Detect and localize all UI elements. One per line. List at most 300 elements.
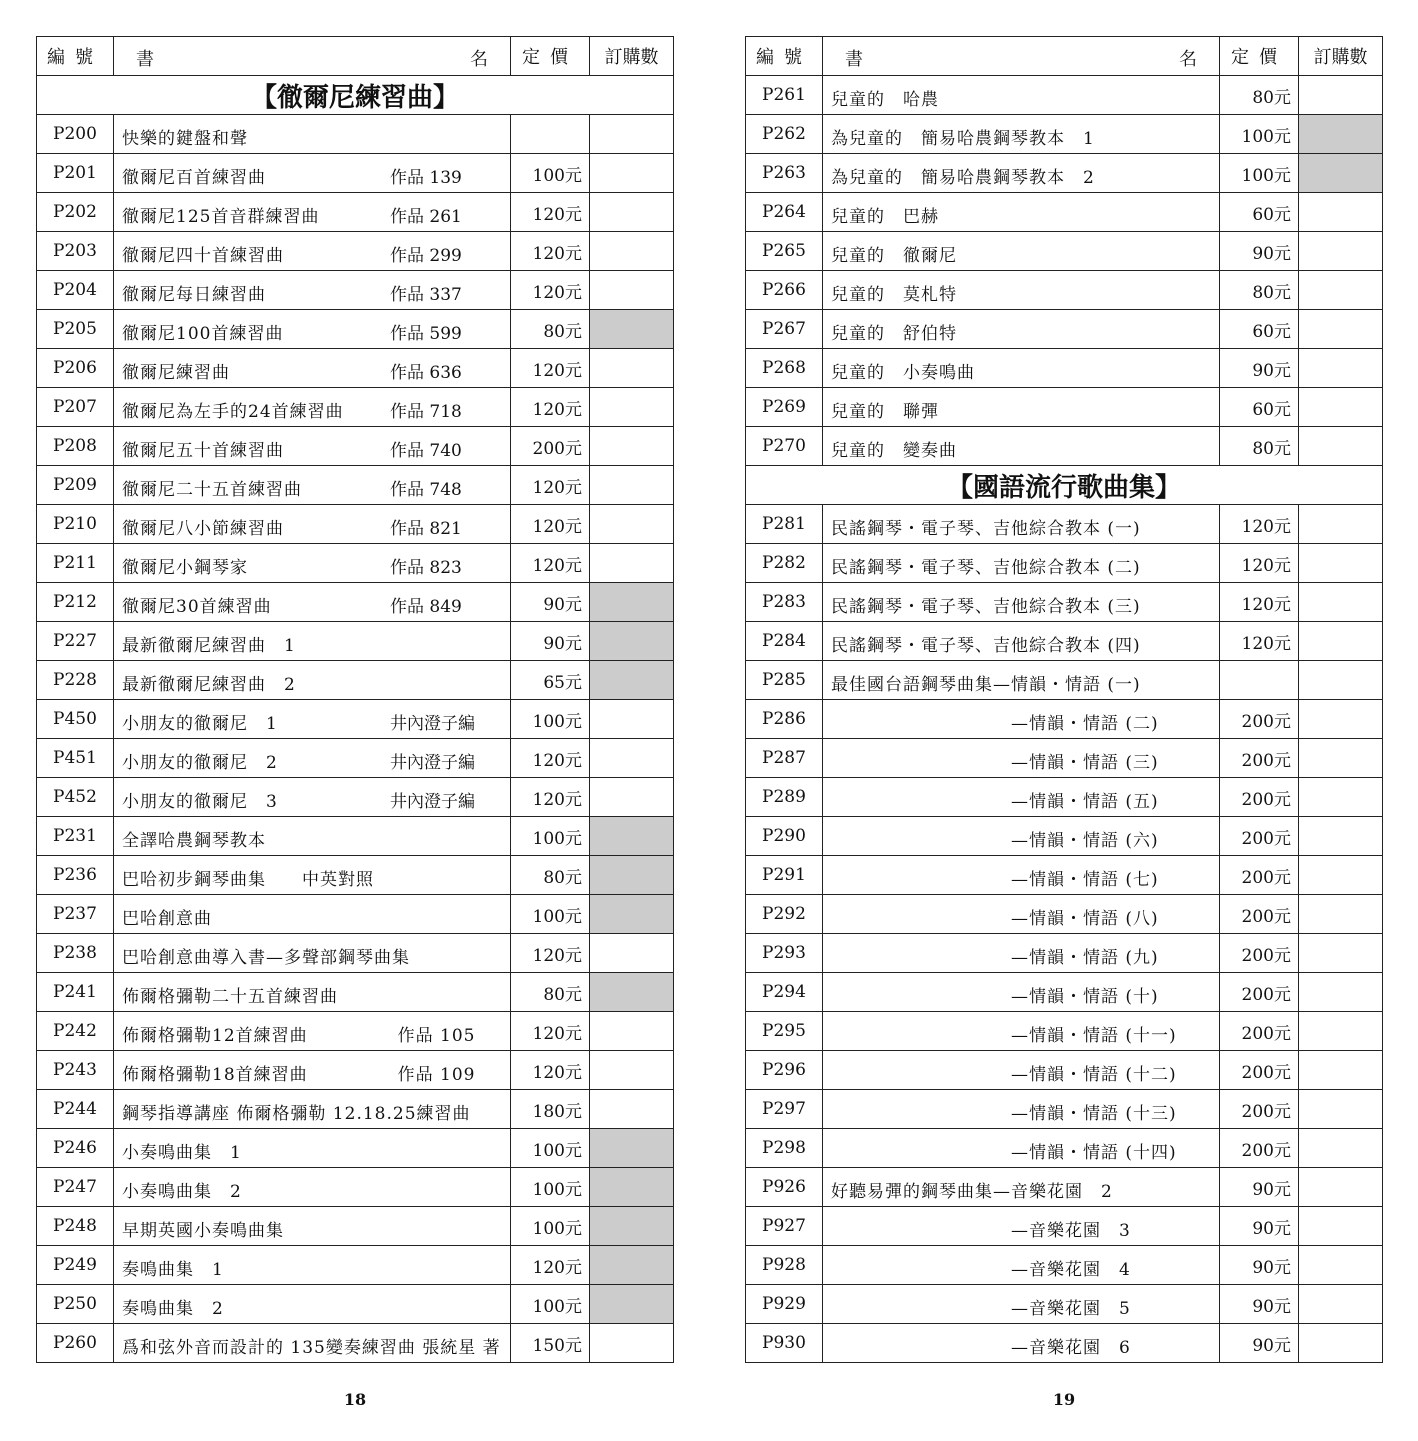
item-name-cell bbox=[823, 505, 1220, 544]
item-name-cell bbox=[114, 1246, 511, 1285]
table-row bbox=[37, 466, 674, 505]
order-qty-cell[interactable] bbox=[590, 1285, 674, 1324]
table-row bbox=[746, 1129, 1383, 1168]
item-price: 120元 bbox=[511, 349, 590, 388]
table-row bbox=[746, 1285, 1383, 1324]
item-name-cell bbox=[114, 1051, 511, 1090]
item-price: 80元 bbox=[511, 856, 590, 895]
table-header bbox=[746, 37, 1383, 76]
item-price: 120元 bbox=[511, 271, 590, 310]
item-name: 兒童的 舒伯特 bbox=[831, 324, 957, 344]
item-name-cell bbox=[823, 193, 1220, 232]
item-code: P202 bbox=[37, 193, 114, 232]
table-row bbox=[746, 1168, 1383, 1207]
table-row bbox=[37, 1129, 674, 1168]
item-code: P270 bbox=[746, 427, 823, 466]
item-name: 民謠鋼琴・電子琴、吉他綜合教本 (三) bbox=[831, 597, 1141, 617]
table-row bbox=[37, 622, 674, 661]
table-row bbox=[37, 1012, 674, 1051]
item-price: 120元 bbox=[511, 1246, 590, 1285]
item-name: 佈爾格彌勒18首練習曲 作品 109 bbox=[122, 1065, 476, 1085]
order-qty-cell[interactable] bbox=[1299, 349, 1383, 388]
order-qty-cell[interactable] bbox=[1299, 583, 1383, 622]
section-title: 【徹爾尼練習曲】 bbox=[37, 76, 674, 115]
item-name-cell bbox=[114, 622, 511, 661]
item-name-cell bbox=[114, 427, 511, 466]
item-price: 120元 bbox=[511, 232, 590, 271]
header-name bbox=[114, 37, 511, 76]
table-row bbox=[746, 1051, 1383, 1090]
item-name-cell bbox=[114, 310, 511, 349]
order-qty-cell[interactable] bbox=[590, 466, 674, 505]
item-price: 120元 bbox=[1220, 544, 1299, 583]
item-code: P268 bbox=[746, 349, 823, 388]
item-code: P242 bbox=[37, 1012, 114, 1051]
item-code: P237 bbox=[37, 895, 114, 934]
order-qty-cell[interactable] bbox=[1299, 1090, 1383, 1129]
item-code: P206 bbox=[37, 349, 114, 388]
item-code: P260 bbox=[37, 1324, 114, 1363]
item-price: 90元 bbox=[511, 583, 590, 622]
item-name: 為兒童的 簡易哈農鋼琴教本 2 bbox=[831, 168, 1095, 188]
table-row bbox=[37, 271, 674, 310]
item-name-cell bbox=[823, 583, 1220, 622]
item-code: P266 bbox=[746, 271, 823, 310]
item-name-cell bbox=[823, 115, 1220, 154]
item-code: P204 bbox=[37, 271, 114, 310]
order-qty-cell[interactable] bbox=[590, 505, 674, 544]
item-name: 最新徹爾尼練習曲 2 bbox=[122, 675, 296, 695]
order-qty-cell[interactable] bbox=[590, 388, 674, 427]
item-code: P297 bbox=[746, 1090, 823, 1129]
item-code: P298 bbox=[746, 1129, 823, 1168]
item-code: P267 bbox=[746, 310, 823, 349]
item-name: 民謠鋼琴・電子琴、吉他綜合教本 (二) bbox=[831, 558, 1141, 578]
item-code: P236 bbox=[37, 856, 114, 895]
table-row bbox=[37, 388, 674, 427]
order-qty-cell[interactable] bbox=[1299, 895, 1383, 934]
table-row bbox=[746, 76, 1383, 115]
item-name-cell bbox=[823, 1012, 1220, 1051]
item-name: —情韻・情語 (七) bbox=[1011, 870, 1159, 890]
left-price-table bbox=[36, 36, 674, 1363]
item-name-cell bbox=[114, 505, 511, 544]
order-qty-cell[interactable] bbox=[1299, 973, 1383, 1012]
item-name: 兒童的 聯彈 bbox=[831, 402, 939, 422]
table-row bbox=[746, 817, 1383, 856]
item-opus: 作品 636 bbox=[390, 363, 462, 383]
table-row bbox=[37, 427, 674, 466]
item-name-cell bbox=[114, 895, 511, 934]
order-qty-cell[interactable] bbox=[590, 193, 674, 232]
item-name-cell bbox=[823, 622, 1220, 661]
table-row bbox=[746, 232, 1383, 271]
order-qty-cell[interactable] bbox=[590, 700, 674, 739]
right-page bbox=[745, 36, 1382, 1363]
order-qty-cell[interactable] bbox=[1299, 1324, 1383, 1363]
order-qty-cell[interactable] bbox=[1299, 700, 1383, 739]
item-price: 200元 bbox=[1220, 934, 1299, 973]
page-number-left: 18 bbox=[343, 1390, 367, 1409]
item-name: —情韻・情語 (六) bbox=[1011, 831, 1159, 851]
item-price: 120元 bbox=[511, 1012, 590, 1051]
order-qty-cell[interactable] bbox=[590, 115, 674, 154]
table-row bbox=[746, 115, 1383, 154]
item-price: 120元 bbox=[511, 778, 590, 817]
table-row bbox=[746, 1012, 1383, 1051]
header-code: 編號 bbox=[746, 37, 823, 76]
order-qty-cell[interactable] bbox=[590, 856, 674, 895]
order-qty-cell[interactable] bbox=[590, 1168, 674, 1207]
table-row bbox=[37, 973, 674, 1012]
table-row bbox=[746, 427, 1383, 466]
item-name: 徹爾尼二十五首練習曲 bbox=[122, 480, 302, 500]
item-price: 120元 bbox=[511, 1051, 590, 1090]
item-price: 120元 bbox=[511, 505, 590, 544]
item-name: 為兒童的 簡易哈農鋼琴教本 1 bbox=[831, 129, 1095, 149]
item-opus: 井內澄子編 bbox=[390, 792, 475, 812]
order-qty-cell[interactable] bbox=[590, 544, 674, 583]
table-row bbox=[746, 973, 1383, 1012]
item-name: —情韻・情語 (二) bbox=[1011, 714, 1159, 734]
order-qty-cell[interactable] bbox=[590, 739, 674, 778]
order-qty-cell[interactable] bbox=[1299, 1246, 1383, 1285]
item-name-cell bbox=[114, 739, 511, 778]
item-name: 巴哈創意曲 bbox=[122, 909, 212, 929]
item-name: 民謠鋼琴・電子琴、吉他綜合教本 (一) bbox=[831, 519, 1141, 539]
item-name: 兒童的 哈農 bbox=[831, 90, 939, 110]
order-qty-cell[interactable] bbox=[1299, 661, 1383, 700]
order-qty-cell[interactable] bbox=[590, 427, 674, 466]
item-price: 90元 bbox=[1220, 1324, 1299, 1363]
item-name-cell bbox=[114, 661, 511, 700]
header-name bbox=[823, 37, 1220, 76]
table-row bbox=[37, 1324, 674, 1363]
item-code: P238 bbox=[37, 934, 114, 973]
item-name-cell bbox=[823, 895, 1220, 934]
item-price: 200元 bbox=[1220, 1129, 1299, 1168]
item-name: —情韻・情語 (十) bbox=[1011, 987, 1159, 1007]
header-name-b: 名 bbox=[1179, 49, 1197, 70]
item-price: 100元 bbox=[511, 817, 590, 856]
table-row bbox=[37, 310, 674, 349]
table-row bbox=[37, 1246, 674, 1285]
item-price: 100元 bbox=[511, 1285, 590, 1324]
table-row bbox=[746, 1207, 1383, 1246]
item-price: 200元 bbox=[1220, 700, 1299, 739]
item-name-cell bbox=[823, 1285, 1220, 1324]
item-code: P241 bbox=[37, 973, 114, 1012]
item-name: 小朋友的徹爾尼 3 bbox=[122, 792, 278, 812]
order-qty-cell[interactable] bbox=[1299, 193, 1383, 232]
item-name-cell bbox=[823, 427, 1220, 466]
order-qty-cell[interactable] bbox=[1299, 76, 1383, 115]
item-code: P209 bbox=[37, 466, 114, 505]
item-code: P289 bbox=[746, 778, 823, 817]
order-qty-cell[interactable] bbox=[1299, 739, 1383, 778]
order-qty-cell[interactable] bbox=[590, 895, 674, 934]
item-code: P930 bbox=[746, 1324, 823, 1363]
order-qty-cell[interactable] bbox=[1299, 154, 1383, 193]
table-row bbox=[37, 544, 674, 583]
item-name: 奏鳴曲集 2 bbox=[122, 1299, 224, 1319]
item-name-cell bbox=[114, 271, 511, 310]
item-code: P295 bbox=[746, 1012, 823, 1051]
header-code: 編號 bbox=[37, 37, 114, 76]
item-code: P248 bbox=[37, 1207, 114, 1246]
section-row bbox=[746, 466, 1383, 505]
item-code: P282 bbox=[746, 544, 823, 583]
table-row bbox=[37, 154, 674, 193]
table-row bbox=[746, 934, 1383, 973]
table-row bbox=[37, 583, 674, 622]
item-name-cell bbox=[114, 817, 511, 856]
item-opus: 作品 748 bbox=[390, 480, 462, 500]
item-opus: 作品 849 bbox=[390, 597, 462, 617]
order-qty-cell[interactable] bbox=[590, 934, 674, 973]
item-price: 90元 bbox=[1220, 349, 1299, 388]
item-price: 120元 bbox=[511, 466, 590, 505]
section-row bbox=[37, 76, 674, 115]
item-price: 200元 bbox=[1220, 1051, 1299, 1090]
item-name: —情韻・情語 (十二) bbox=[1011, 1065, 1177, 1085]
item-name-cell bbox=[823, 1168, 1220, 1207]
order-qty-cell[interactable] bbox=[1299, 310, 1383, 349]
order-qty-cell[interactable] bbox=[590, 583, 674, 622]
table-row bbox=[37, 895, 674, 934]
order-qty-cell[interactable] bbox=[590, 1129, 674, 1168]
item-opus: 作品 599 bbox=[390, 324, 462, 344]
item-price: 200元 bbox=[1220, 856, 1299, 895]
item-name-cell bbox=[823, 856, 1220, 895]
item-name: —情韻・情語 (九) bbox=[1011, 948, 1159, 968]
item-code: P926 bbox=[746, 1168, 823, 1207]
item-price: 200元 bbox=[1220, 817, 1299, 856]
table-row bbox=[37, 1285, 674, 1324]
item-price: 120元 bbox=[1220, 505, 1299, 544]
item-price: 100元 bbox=[1220, 115, 1299, 154]
order-qty-cell[interactable] bbox=[1299, 1051, 1383, 1090]
item-code: P201 bbox=[37, 154, 114, 193]
order-qty-cell[interactable] bbox=[590, 1090, 674, 1129]
table-header bbox=[37, 37, 674, 76]
item-name: 最新徹爾尼練習曲 1 bbox=[122, 636, 296, 656]
item-name-cell bbox=[823, 934, 1220, 973]
item-code: P263 bbox=[746, 154, 823, 193]
item-name-cell bbox=[823, 661, 1220, 700]
table-row bbox=[746, 583, 1383, 622]
item-code: P292 bbox=[746, 895, 823, 934]
item-name: 小朋友的徹爾尼 1 bbox=[122, 714, 278, 734]
item-name-cell bbox=[823, 778, 1220, 817]
order-qty-cell[interactable] bbox=[1299, 1129, 1383, 1168]
item-name-cell bbox=[114, 466, 511, 505]
item-price: 80元 bbox=[1220, 76, 1299, 115]
item-opus: 作品 299 bbox=[390, 246, 462, 266]
item-name: —音樂花園 3 bbox=[1011, 1221, 1131, 1241]
item-name-cell bbox=[823, 1246, 1220, 1285]
order-qty-cell[interactable] bbox=[590, 1246, 674, 1285]
item-name: 早期英國小奏鳴曲集 bbox=[122, 1221, 284, 1241]
order-qty-cell[interactable] bbox=[1299, 934, 1383, 973]
order-qty-cell[interactable] bbox=[590, 1051, 674, 1090]
item-name-cell bbox=[823, 1207, 1220, 1246]
order-qty-cell[interactable] bbox=[1299, 622, 1383, 661]
item-code: P286 bbox=[746, 700, 823, 739]
item-name: 徹爾尼每日練習曲 bbox=[122, 285, 266, 305]
item-code: P283 bbox=[746, 583, 823, 622]
item-name: 徹爾尼100首練習曲 bbox=[122, 324, 284, 344]
order-qty-cell[interactable] bbox=[1299, 232, 1383, 271]
item-code: P927 bbox=[746, 1207, 823, 1246]
table-row bbox=[746, 1324, 1383, 1363]
item-name: —情韻・情語 (十三) bbox=[1011, 1104, 1177, 1124]
order-qty-cell[interactable] bbox=[1299, 1012, 1383, 1051]
item-name: 兒童的 莫札特 bbox=[831, 285, 957, 305]
item-code: P212 bbox=[37, 583, 114, 622]
item-name-cell bbox=[823, 232, 1220, 271]
item-code: P281 bbox=[746, 505, 823, 544]
item-price: 60元 bbox=[1220, 193, 1299, 232]
item-name: 徹爾尼百首練習曲 bbox=[122, 168, 266, 188]
item-code: P451 bbox=[37, 739, 114, 778]
item-name-cell bbox=[823, 1051, 1220, 1090]
item-price: 100元 bbox=[511, 154, 590, 193]
order-qty-cell[interactable] bbox=[1299, 427, 1383, 466]
item-code: P294 bbox=[746, 973, 823, 1012]
item-name-cell bbox=[823, 154, 1220, 193]
item-price: 200元 bbox=[1220, 1090, 1299, 1129]
item-name: 巴哈創意曲導入書—多聲部鋼琴曲集 bbox=[122, 948, 410, 968]
order-qty-cell[interactable] bbox=[590, 817, 674, 856]
order-qty-cell[interactable] bbox=[1299, 1207, 1383, 1246]
order-qty-cell[interactable] bbox=[590, 1324, 674, 1363]
item-price: 120元 bbox=[1220, 622, 1299, 661]
item-name-cell bbox=[114, 700, 511, 739]
order-qty-cell[interactable] bbox=[590, 349, 674, 388]
item-code: P262 bbox=[746, 115, 823, 154]
item-name: 兒童的 小奏鳴曲 bbox=[831, 363, 975, 383]
table-row bbox=[37, 856, 674, 895]
item-code: P264 bbox=[746, 193, 823, 232]
item-name-cell bbox=[823, 310, 1220, 349]
item-price: 80元 bbox=[1220, 271, 1299, 310]
item-price: 200元 bbox=[1220, 739, 1299, 778]
order-qty-cell[interactable] bbox=[1299, 817, 1383, 856]
item-name: 徹爾尼練習曲 bbox=[122, 363, 230, 383]
item-name-cell bbox=[823, 388, 1220, 427]
item-code: P249 bbox=[37, 1246, 114, 1285]
order-qty-cell[interactable] bbox=[590, 232, 674, 271]
table-row bbox=[746, 856, 1383, 895]
header-name-b: 名 bbox=[470, 49, 488, 70]
item-name-cell bbox=[823, 817, 1220, 856]
item-name: 奏鳴曲集 1 bbox=[122, 1260, 224, 1280]
item-name: 全譯哈農鋼琴教本 bbox=[122, 831, 266, 851]
table-row bbox=[746, 505, 1383, 544]
order-qty-cell[interactable] bbox=[590, 778, 674, 817]
order-qty-cell[interactable] bbox=[590, 271, 674, 310]
order-qty-cell[interactable] bbox=[1299, 544, 1383, 583]
item-code: P285 bbox=[746, 661, 823, 700]
item-price: 80元 bbox=[511, 973, 590, 1012]
item-opus: 作品 718 bbox=[390, 402, 462, 422]
order-qty-cell[interactable] bbox=[1299, 1285, 1383, 1324]
order-qty-cell[interactable] bbox=[1299, 778, 1383, 817]
item-name-cell bbox=[114, 973, 511, 1012]
table-row bbox=[746, 544, 1383, 583]
table-row bbox=[746, 778, 1383, 817]
header-price: 定價 bbox=[1220, 37, 1299, 76]
order-qty-cell[interactable] bbox=[1299, 1168, 1383, 1207]
item-name-cell bbox=[114, 934, 511, 973]
item-name-cell bbox=[114, 1129, 511, 1168]
item-price: 90元 bbox=[1220, 1246, 1299, 1285]
item-code: P200 bbox=[37, 115, 114, 154]
table-row bbox=[746, 622, 1383, 661]
table-row bbox=[37, 1207, 674, 1246]
order-qty-cell[interactable] bbox=[590, 973, 674, 1012]
order-qty-cell[interactable] bbox=[1299, 856, 1383, 895]
item-opus: 作品 337 bbox=[390, 285, 462, 305]
item-name: 最佳國台語鋼琴曲集—情韻・情語 (一) bbox=[831, 675, 1141, 695]
item-name: 小朋友的徹爾尼 2 bbox=[122, 753, 278, 773]
item-name-cell bbox=[114, 1324, 511, 1363]
item-code: P243 bbox=[37, 1051, 114, 1090]
table-row bbox=[37, 739, 674, 778]
item-name: 徹爾尼125首音群練習曲 bbox=[122, 207, 320, 227]
item-name: 快樂的鍵盤和聲 bbox=[122, 129, 248, 149]
order-qty-cell[interactable] bbox=[590, 154, 674, 193]
item-code: P269 bbox=[746, 388, 823, 427]
table-row bbox=[746, 700, 1383, 739]
item-name-cell bbox=[823, 349, 1220, 388]
item-name: 徹爾尼四十首練習曲 bbox=[122, 246, 284, 266]
header-qty: 訂購數 bbox=[1299, 37, 1383, 76]
item-price: 120元 bbox=[511, 388, 590, 427]
item-name: 巴哈初步鋼琴曲集 中英對照 bbox=[122, 870, 374, 890]
order-qty-cell[interactable] bbox=[1299, 388, 1383, 427]
table-row bbox=[746, 388, 1383, 427]
item-price: 120元 bbox=[511, 934, 590, 973]
table-row bbox=[746, 349, 1383, 388]
item-name-cell bbox=[114, 115, 511, 154]
header-qty: 訂購數 bbox=[590, 37, 674, 76]
page-number-right: 19 bbox=[1052, 1390, 1076, 1409]
order-qty-cell[interactable] bbox=[590, 1012, 674, 1051]
item-code: P205 bbox=[37, 310, 114, 349]
item-name-cell bbox=[823, 544, 1220, 583]
item-opus: 井內澄子編 bbox=[390, 714, 475, 734]
order-qty-cell[interactable] bbox=[1299, 505, 1383, 544]
order-qty-cell[interactable] bbox=[590, 622, 674, 661]
item-name: —情韻・情語 (十四) bbox=[1011, 1143, 1177, 1163]
table-row bbox=[746, 310, 1383, 349]
order-qty-cell[interactable] bbox=[590, 1207, 674, 1246]
item-name-cell bbox=[114, 856, 511, 895]
table-row bbox=[37, 778, 674, 817]
item-name-cell bbox=[823, 739, 1220, 778]
table-row bbox=[37, 934, 674, 973]
order-qty-cell[interactable] bbox=[590, 310, 674, 349]
item-name: —音樂花園 5 bbox=[1011, 1299, 1131, 1319]
order-qty-cell[interactable] bbox=[590, 661, 674, 700]
item-name: —情韻・情語 (三) bbox=[1011, 753, 1159, 773]
order-qty-cell[interactable] bbox=[1299, 115, 1383, 154]
item-price: 150元 bbox=[511, 1324, 590, 1363]
item-opus: 作品 261 bbox=[390, 207, 462, 227]
order-qty-cell[interactable] bbox=[1299, 271, 1383, 310]
